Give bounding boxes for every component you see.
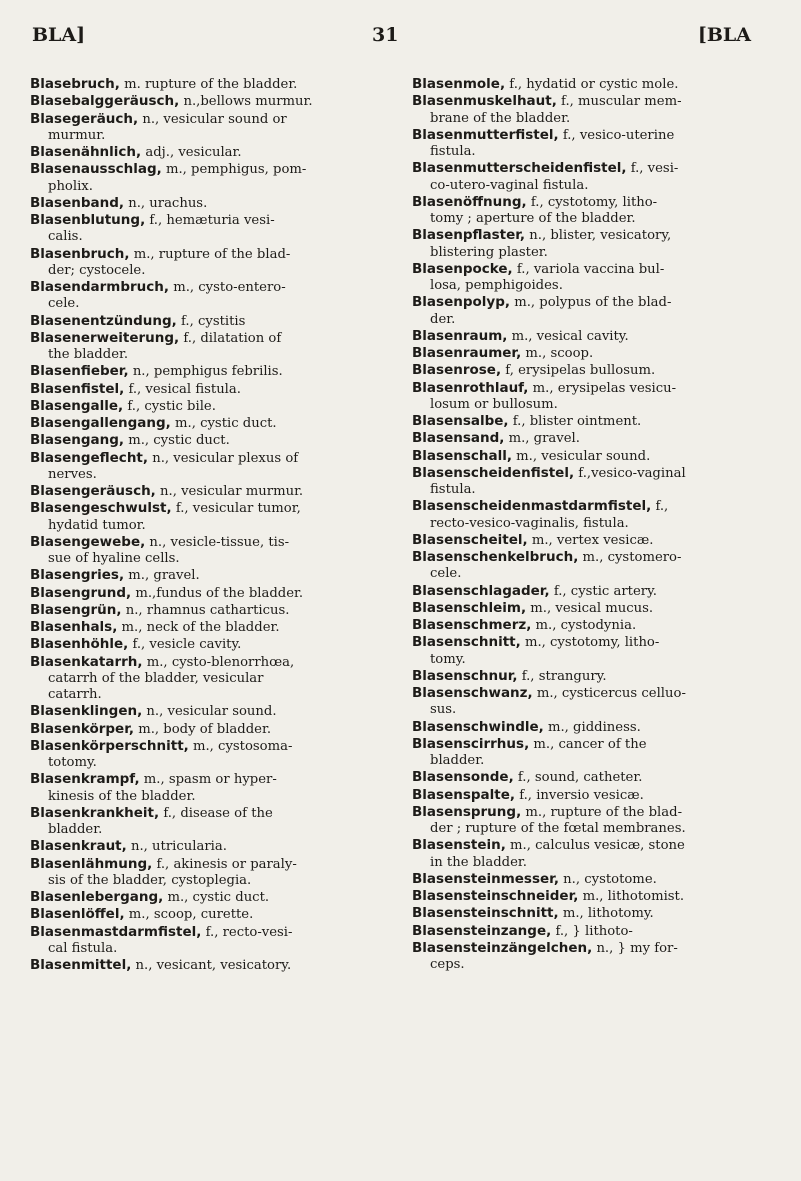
dictionary-entry	[412, 227, 772, 261]
dictionary-entry	[30, 703, 390, 720]
dictionary-entry	[412, 345, 772, 362]
dictionary-entry	[412, 617, 772, 634]
dictionary-entry	[30, 212, 390, 246]
entry-headword: Blasenkörper,	[30, 720, 134, 737]
entry-definition: m., cystic duct.	[170, 416, 277, 431]
dictionary-entry	[30, 313, 390, 330]
dictionary-entry	[412, 668, 772, 685]
entry-headword: Blasengeflecht,	[30, 449, 149, 466]
dictionary-entry	[412, 888, 772, 905]
entry-headword: Blasenschleim,	[412, 599, 527, 616]
entry-headword: Blasenschwanz,	[412, 685, 533, 701]
entry-continuation: catarrh.	[48, 687, 102, 702]
entry-definition: f., dilatation of	[179, 330, 282, 346]
entry-continuation: nerves.	[48, 466, 97, 482]
entry-definition: f., vesicle cavity.	[128, 637, 242, 653]
entry-definition: n., rhamnus catharticus.	[121, 602, 290, 618]
entry-definition: n., pemphigus febrilis.	[128, 364, 283, 380]
entry-definition: m., cystotomy, litho-	[520, 635, 660, 651]
entry-definition: n., vesicant, vesicatory.	[131, 958, 292, 973]
entry-headword: Blasenschnur,	[412, 667, 518, 684]
entry-headword: Blasenpolyp,	[412, 294, 510, 311]
entry-headword: Blasenlähmung,	[30, 855, 153, 872]
entry-definition: m., lithotomy.	[558, 906, 654, 922]
entry-definition: f., inversio vesicæ.	[515, 787, 644, 803]
entry-continuation: bladder.	[48, 822, 103, 837]
dictionary-entry	[30, 771, 390, 805]
entry-continuation: co-utero-vaginal fistula.	[430, 177, 589, 193]
entry-continuation: kinesis of the bladder.	[48, 788, 196, 804]
entry-definition: f., hemæturia vesi-	[145, 213, 275, 228]
entry-definition: m., scoop.	[521, 346, 594, 361]
entry-headword: Blasenscheidenfistel,	[412, 464, 575, 481]
entry-continuation: sue of hyaline cells.	[48, 551, 180, 566]
dictionary-entry	[30, 636, 390, 653]
dictionary-entry	[412, 769, 772, 786]
entry-definition: m., cysticercus celluo-	[532, 686, 686, 701]
dictionary-entry	[30, 398, 390, 415]
dictionary-entry	[30, 144, 390, 161]
header-left-guide-word: BLA]	[32, 24, 86, 46]
entry-headword: Blasenfistel,	[30, 380, 125, 397]
dictionary-entry	[412, 465, 772, 499]
entry-headword: Blasegeräuch,	[30, 110, 139, 127]
entry-headword: Blasenkraut,	[30, 838, 127, 855]
entry-headword: Blasenlebergang,	[30, 889, 164, 905]
entry-definition: f., muscular mem-	[556, 94, 682, 110]
entry-definition: n., vesicular sound or	[138, 111, 287, 127]
entry-headword: Blasenschmerz,	[412, 617, 532, 633]
entry-headword: Blasenraumer,	[412, 345, 522, 361]
entry-definition: n., cystotome.	[558, 871, 657, 887]
dictionary-entry	[412, 634, 772, 668]
entry-definition: m. rupture of the bladder.	[119, 77, 298, 92]
dictionary-entry	[30, 654, 390, 704]
entry-continuation: losa, pemphigoides.	[430, 278, 563, 293]
entry-definition: f., vesi-	[626, 161, 679, 177]
dictionary-entry	[30, 856, 390, 890]
entry-headword: Blasenfieber,	[30, 363, 129, 380]
entry-definition: m., cysto-entero-	[169, 280, 286, 295]
entry-definition: f., } lithoto-	[551, 923, 633, 939]
entry-continuation: sus.	[430, 702, 457, 718]
entry-headword: Blasendarmbruch,	[30, 279, 170, 295]
entry-headword: Blasenmutterfistel,	[412, 126, 559, 143]
entry-continuation: brane of the bladder.	[430, 110, 571, 126]
entry-definition: m., giddiness.	[543, 719, 641, 735]
entry-definition: f., sound, catheter.	[513, 770, 643, 786]
entry-definition: m., body of bladder.	[134, 721, 272, 737]
dictionary-entry	[30, 924, 390, 958]
dictionary-entry	[412, 328, 772, 345]
page-header	[30, 24, 771, 54]
entry-continuation: recto-vesico-vaginalis, fistula.	[430, 515, 629, 531]
entry-definition: m., cystic duct.	[163, 890, 270, 905]
entry-headword: Blasenmittel,	[30, 957, 132, 973]
dictionary-entry	[412, 871, 772, 888]
entry-definition: m., cystodynia.	[531, 618, 637, 633]
entry-headword: Blasenöffnung,	[412, 193, 527, 210]
entry-headword: Blasenmutterscheidenfistel,	[412, 160, 627, 177]
entry-headword: Blasenstein,	[412, 837, 506, 854]
entry-headword: Blasenspalte,	[412, 786, 516, 803]
dictionary-entry	[412, 685, 772, 719]
entry-definition: n., vesicular sound.	[142, 704, 277, 720]
entry-headword: Blasengewebe,	[30, 533, 146, 550]
dictionary-entry	[30, 415, 390, 432]
entry-headword: Blasensteinzängelchen,	[412, 939, 593, 956]
dictionary-entry	[412, 787, 772, 804]
dictionary-entry	[30, 567, 390, 584]
entry-continuation: cele.	[48, 296, 80, 312]
entry-headword: Blasensalbe,	[412, 413, 509, 429]
entry-definition: n., vesicular murmur.	[155, 484, 304, 499]
dictionary-entry	[30, 450, 390, 484]
entry-headword: Blasenscheidenmastdarmfistel,	[412, 498, 652, 515]
entry-headword: Blasebalggeräusch,	[30, 93, 180, 110]
dictionary-entry	[412, 498, 772, 532]
entry-headword: Blasenschenkelbruch,	[412, 549, 579, 565]
entry-continuation: pholix.	[48, 178, 93, 194]
dictionary-entry	[412, 76, 772, 93]
entry-definition: m., scoop, curette.	[124, 907, 254, 923]
dictionary-entry	[30, 957, 390, 974]
entry-definition: m., gravel.	[504, 431, 580, 447]
dictionary-entry	[412, 837, 772, 871]
dictionary-entry	[412, 940, 772, 974]
entry-headword: Blasenbruch,	[30, 245, 130, 262]
entry-headword: Blasebruch,	[30, 76, 120, 92]
entry-headword: Blasengallengang,	[30, 415, 171, 431]
dictionary-entry	[30, 721, 390, 738]
entry-definition: n., vesicular plexus of	[148, 450, 299, 466]
entry-headword: Blasenscirrhus,	[412, 735, 530, 752]
entry-headword: Blasenentzündung,	[30, 312, 177, 329]
entry-continuation: tomy.	[430, 651, 466, 667]
entry-continuation: catarrh of the bladder, vesicular	[48, 670, 264, 686]
entry-definition: m., rupture of the blad-	[129, 246, 291, 262]
entry-headword: Blasenpflaster,	[412, 227, 526, 244]
dictionary-entry	[30, 381, 390, 398]
header-right-guide-word: [BLA	[697, 24, 751, 46]
dictionary-entry	[30, 76, 390, 93]
entry-definition: n., urachus.	[124, 195, 208, 211]
entry-definition: f., vesico-uterine	[558, 127, 675, 143]
entry-headword: Blasensteinmesser,	[412, 870, 559, 887]
page-number: 31	[372, 24, 399, 46]
entry-continuation: hydatid tumor.	[48, 517, 146, 533]
entry-definition: f., blister ointment.	[508, 414, 642, 429]
entry-continuation: fistula.	[430, 144, 476, 159]
entry-definition: m., cystomero-	[578, 550, 682, 565]
dictionary-entry	[30, 246, 390, 280]
dictionary-entry	[30, 619, 390, 636]
entry-definition: n., } my for-	[592, 940, 678, 956]
entry-headword: Blasenkrankheit,	[30, 804, 160, 821]
entry-definition: m., vesical cavity.	[507, 328, 629, 344]
dictionary-entry	[412, 362, 772, 379]
dictionary-entry	[30, 93, 390, 110]
entry-headword: Blasengries,	[30, 567, 125, 584]
left-column	[30, 76, 390, 974]
entry-definition: f., cystic bile.	[123, 398, 216, 414]
dictionary-entry	[30, 483, 390, 500]
entry-continuation: fistula.	[430, 482, 476, 497]
dictionary-entry	[30, 889, 390, 906]
entry-headword: Blasenerweiterung,	[30, 329, 180, 346]
entry-definition: f.,vesico-vaginal	[574, 465, 686, 481]
entry-headword: Blasengalle,	[30, 397, 124, 414]
entry-definition: m., vertex vesicæ.	[527, 532, 654, 548]
entry-continuation: bladder.	[430, 753, 485, 768]
dictionary-entry	[30, 534, 390, 568]
entry-continuation: der; cystocele.	[48, 262, 146, 278]
entry-headword: Blasengrund,	[30, 584, 132, 601]
dictionary-entry	[30, 111, 390, 145]
entry-definition: f., cystic artery.	[549, 583, 657, 599]
entry-definition: m., vesicular sound.	[511, 448, 651, 464]
entry-headword: Blasensprung,	[412, 803, 522, 820]
entry-definition: f., vesical fistula.	[124, 381, 241, 397]
dictionary-entry	[412, 600, 772, 617]
dictionary-entry	[30, 500, 390, 534]
entry-continuation: sis of the bladder, cystoplegia.	[48, 872, 252, 888]
entry-headword: Blasenlöffel,	[30, 906, 125, 923]
entry-definition: f.,	[651, 499, 669, 515]
dictionary-entry	[30, 363, 390, 380]
dictionary-entry	[30, 838, 390, 855]
entry-headword: Blasenmuskelhaut,	[412, 93, 557, 110]
entry-headword: Blasenähnlich,	[30, 144, 142, 160]
right-column	[412, 76, 772, 973]
entry-definition: f., akinesis or paraly-	[152, 856, 297, 872]
entry-definition: n., blister, vesicatory,	[525, 228, 672, 244]
entry-headword: Blasenkörperschnitt,	[30, 737, 189, 754]
entry-headword: Blasensteinzange,	[412, 922, 552, 939]
entry-definition: m., vesical mucus.	[526, 600, 654, 616]
entry-headword: Blasenschwindle,	[412, 718, 544, 735]
entry-headword: Blasenscheitel,	[412, 531, 528, 548]
dictionary-entry	[412, 448, 772, 465]
entry-definition: f., disease of the	[159, 805, 273, 821]
entry-definition: m., lithotomist.	[578, 889, 685, 904]
entry-headword: Blasensand,	[412, 430, 505, 447]
entry-definition: m., cysto-blenorrhœa,	[142, 654, 295, 670]
entry-definition: m., cystic duct.	[124, 433, 230, 449]
entry-continuation: calis.	[48, 229, 83, 245]
entry-definition: f, erysipelas bullosum.	[501, 363, 656, 379]
entry-continuation: the bladder.	[48, 347, 129, 362]
entry-headword: Blasenhals,	[30, 619, 118, 635]
entry-continuation: totomy.	[48, 755, 97, 770]
entry-definition: f., variola vaccina bul-	[512, 261, 665, 277]
entry-headword: Blasensonde,	[412, 769, 514, 786]
entry-definition: n., vesicle-tissue, tis-	[145, 534, 290, 550]
entry-continuation: ceps.	[430, 957, 465, 972]
entry-headword: Blasenklingen,	[30, 703, 143, 720]
dictionary-entry	[412, 923, 772, 940]
entry-definition: f., hydatid or cystic mole.	[505, 77, 679, 92]
dictionary-entry	[30, 161, 390, 195]
entry-headword: Blasenmole,	[412, 76, 506, 92]
entry-headword: Blasenraum,	[412, 327, 508, 344]
entry-headword: Blasenrose,	[412, 362, 502, 379]
entry-definition: m., gravel.	[124, 568, 200, 584]
entry-definition: f., strangury.	[517, 668, 607, 684]
entry-definition: m., spasm or hyper-	[139, 772, 277, 788]
entry-definition: m., cystosoma-	[188, 738, 293, 754]
entry-definition: f., cystitis	[176, 313, 246, 329]
entry-headword: Blasenhöhle,	[30, 636, 129, 653]
entry-headword: Blasenschall,	[412, 447, 512, 464]
entry-headword: Blasenband,	[30, 194, 125, 211]
dictionary-entry	[412, 532, 772, 549]
dictionary-entry	[30, 738, 390, 772]
entry-definition: adj., vesicular.	[141, 145, 242, 160]
dictionary-entry	[30, 432, 390, 449]
entry-headword: Blasenschlagader,	[412, 582, 550, 599]
entry-headword: Blasenausschlag,	[30, 161, 162, 178]
entry-continuation: losum or bullosum.	[430, 396, 558, 412]
dictionary-entry	[30, 906, 390, 923]
entry-continuation: blistering plaster.	[430, 244, 548, 260]
entry-definition: n., utricularia.	[126, 839, 227, 855]
entry-definition: m., cancer of the	[529, 736, 647, 752]
entry-headword: Blasensteinschnitt,	[412, 905, 559, 922]
dictionary-entry	[30, 330, 390, 364]
entry-headword: Blasengang,	[30, 432, 125, 449]
entry-continuation: cele.	[430, 566, 462, 582]
entry-definition: m., calculus vesicæ, stone	[505, 838, 685, 854]
entry-continuation: cal fistula.	[48, 940, 118, 956]
dictionary-entry	[412, 194, 772, 228]
entry-definition: f., vesicular tumor,	[171, 501, 301, 517]
dictionary-entry	[412, 413, 772, 430]
dictionary-entry	[412, 736, 772, 770]
entry-headword: Blasenrothlauf,	[412, 379, 529, 396]
dictionary-entry	[30, 279, 390, 313]
dictionary-entry	[30, 585, 390, 602]
dictionary-entry	[412, 380, 772, 414]
entry-definition: m., polypus of the blad-	[510, 295, 672, 311]
entry-definition: f., cystotomy, litho-	[526, 194, 658, 210]
entry-definition: m., rupture of the blad-	[521, 804, 683, 820]
entry-definition: m., neck of the bladder.	[117, 620, 280, 635]
entry-definition: m., erysipelas vesicu-	[528, 380, 677, 396]
dictionary-entry	[412, 93, 772, 127]
dictionary-entry	[412, 549, 772, 583]
entry-headword: Blasenschnitt,	[412, 634, 521, 651]
entry-definition: f., recto-vesi-	[201, 924, 293, 940]
dictionary-entry	[412, 583, 772, 600]
entry-headword: Blasengeräusch,	[30, 483, 156, 499]
entry-headword: Blasensteinschneider,	[412, 888, 579, 904]
dictionary-entry	[412, 905, 772, 922]
dictionary-entry	[30, 805, 390, 839]
entry-definition: n.,bellows murmur.	[179, 94, 313, 110]
entry-continuation: murmur.	[48, 127, 106, 143]
dictionary-entry	[412, 127, 772, 161]
entry-headword: Blasenmastdarmfistel,	[30, 923, 202, 940]
entry-headword: Blasenblutung,	[30, 212, 146, 228]
entry-continuation: der ; rupture of the fœtal membranes.	[430, 821, 686, 836]
dictionary-entry	[412, 160, 772, 194]
dictionary-entry	[412, 719, 772, 736]
entry-definition: m.,fundus of the bladder.	[131, 585, 304, 601]
entry-headword: Blasengeschwulst,	[30, 500, 172, 517]
dictionary-entry	[412, 430, 772, 447]
dictionary-entry	[30, 602, 390, 619]
dictionary-entry	[412, 804, 772, 838]
dictionary-entry	[30, 195, 390, 212]
entry-continuation: tomy ; aperture of the bladder.	[430, 211, 636, 226]
dictionary-entry	[412, 294, 772, 328]
entry-headword: Blasenpocke,	[412, 260, 513, 277]
entry-headword: Blasenkatarrh,	[30, 653, 143, 670]
entry-continuation: der.	[430, 311, 456, 327]
dictionary-entry	[412, 261, 772, 295]
entry-headword: Blasengrün,	[30, 601, 122, 618]
entry-continuation: in the bladder.	[430, 854, 527, 870]
entry-definition: m., pemphigus, pom-	[161, 162, 307, 178]
entry-headword: Blasenkrampf,	[30, 771, 140, 788]
